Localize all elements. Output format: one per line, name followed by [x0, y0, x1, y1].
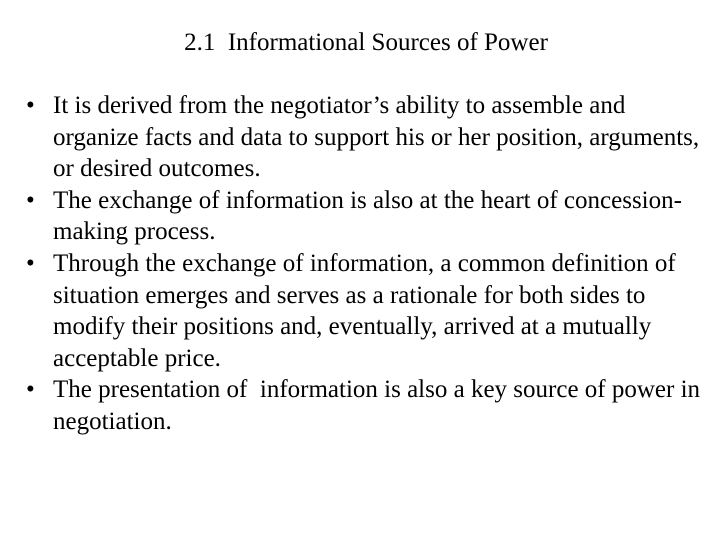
bullet-text: Through the exchange of information, a common definition of situation emerges and serves as a rationale for both sides to modify their positions and, eventually, arrived at a mutually acceptable price. — [53, 249, 682, 372]
bullet-item — [26, 90, 706, 185]
bullet-item — [26, 185, 706, 248]
bullet-icon: • — [26, 186, 35, 214]
slide-title: 2.1 Informational Sources of Power — [184, 29, 548, 56]
bullet-icon: • — [26, 249, 35, 277]
bullet-icon: • — [26, 92, 35, 119]
bullet-icon: • — [26, 376, 35, 404]
bullet-text: It is derived from the negotiator’s ability to assemble and organize facts and data to support his or her position, arguments, or desired outcomes. — [53, 92, 706, 183]
bullet-item — [26, 248, 706, 374]
bullet-text: The exchange of information is also at the heart of concession-making process. — [53, 186, 682, 246]
bullet-text: The presentation of information is also a key source of power in negotiation. — [53, 376, 707, 435]
bullet-item — [26, 374, 706, 437]
bullet-list — [26, 90, 706, 438]
